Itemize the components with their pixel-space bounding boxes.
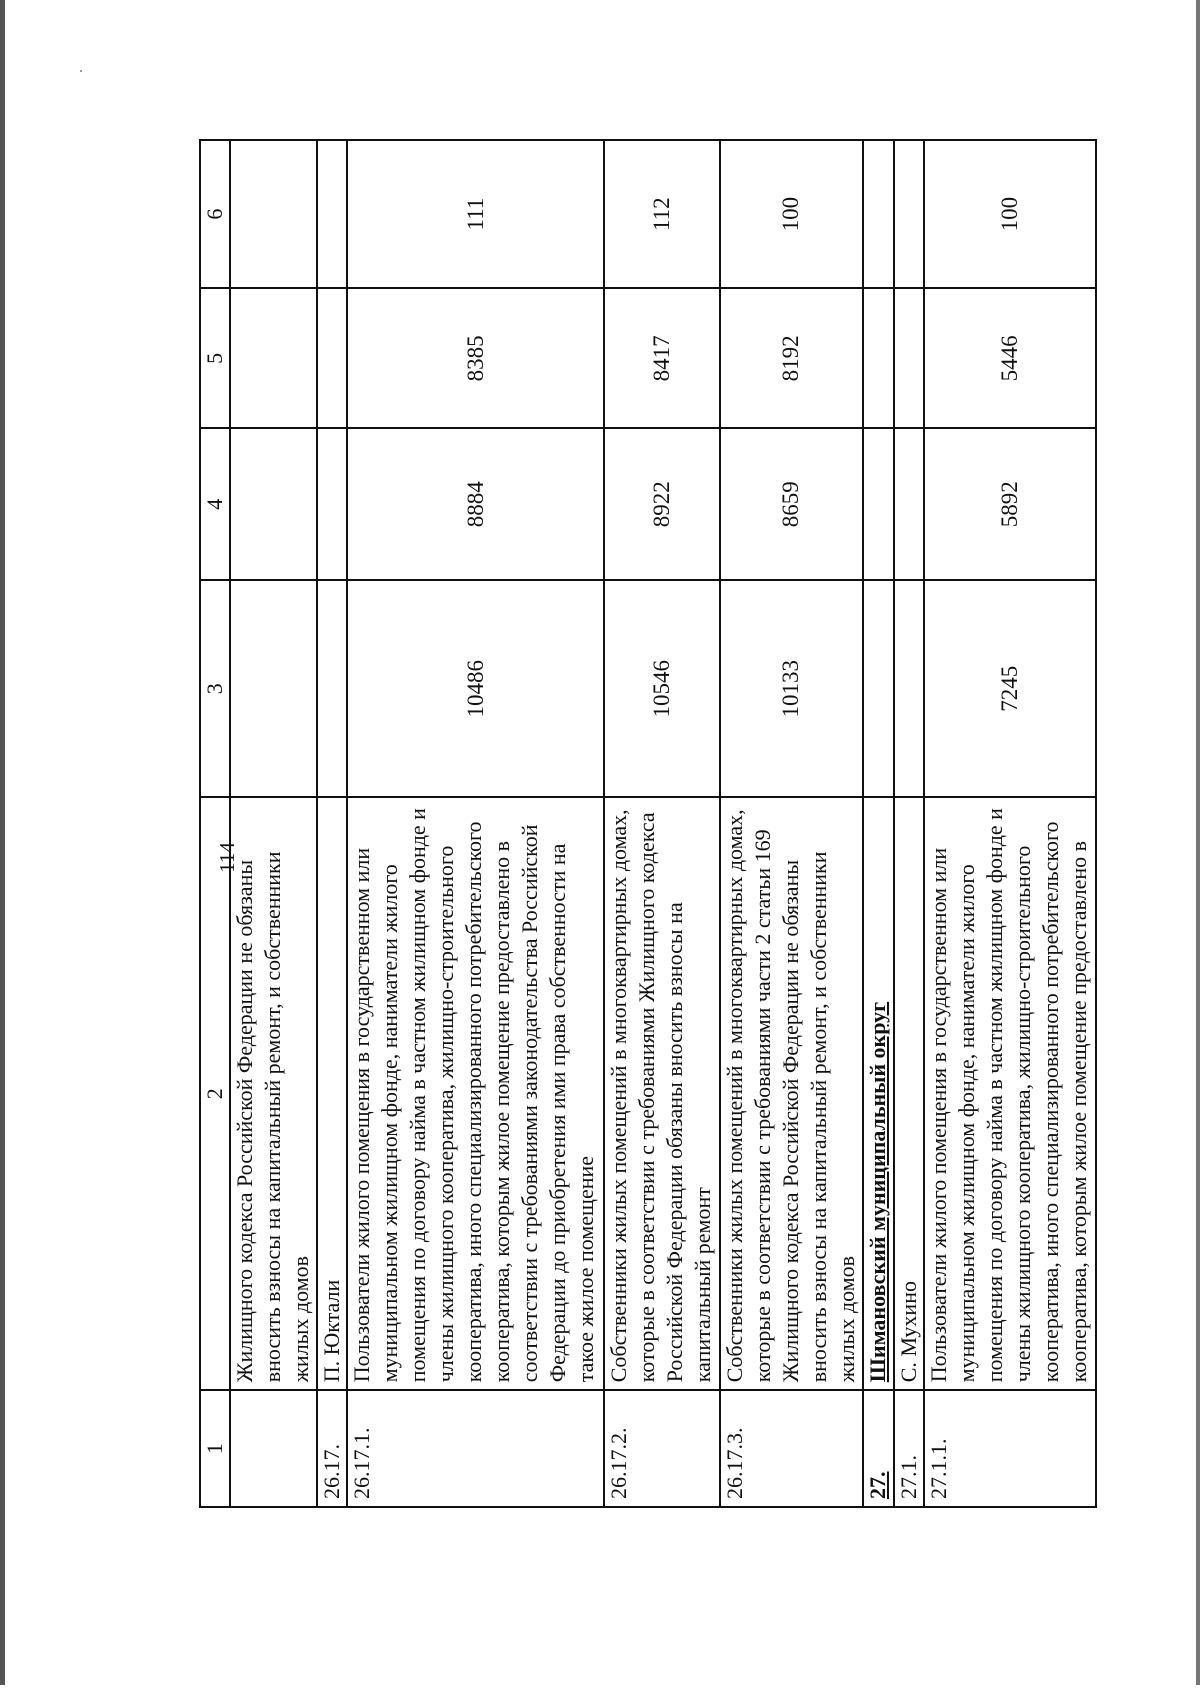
scan-speck: [80, 70, 82, 72]
row-text: Жилищного кодекса Российской Федерации не обязаны вносить взносы на капитальный ремонт, и собственники жилых домов: [230, 797, 317, 1390]
table-row: [924, 140, 1096, 1507]
row-code: [230, 1390, 317, 1507]
scan-edge-left: [0, 0, 5, 1685]
column-header: 5: [200, 288, 230, 428]
tariff-table: [199, 139, 1097, 1508]
row-value-5: 8192: [720, 288, 864, 428]
table-header-row: [200, 140, 230, 1507]
row-value-6: 111: [347, 140, 604, 288]
row-value-6: 100: [924, 140, 1096, 288]
row-value-5: [894, 288, 924, 428]
table-row: [230, 140, 317, 1507]
row-value-5: [863, 288, 893, 428]
table-row: [347, 140, 604, 1507]
row-value-6: [230, 140, 317, 288]
row-value-5: 8417: [604, 288, 719, 428]
row-value-3: 10486: [347, 580, 604, 797]
row-text: Собственники жилых помещений в многоквартирных домах, которые в соответствии с требованиями Жилищного кодекса Российской Федерации обязаны вносить взносы на капитальный ремонт: [604, 797, 719, 1390]
row-value-5: [317, 288, 347, 428]
row-code: 26.17.2.: [604, 1390, 719, 1507]
row-code: 27.1.1.: [924, 1390, 1096, 1507]
row-text: Собственники жилых помещений в многоквартирных домах, которые в соответствии с требованиями части 2 статьи 169 Жилищного кодекса Российской Федерации не обязаны вносить взносы на капитальный ремонт, и собственники жилых домов: [720, 797, 864, 1390]
row-text: С. Мухино: [894, 797, 924, 1390]
table-row: [894, 140, 924, 1507]
row-text: Пользователи жилого помещения в государственном или муниципальном жилищном фонде, наниматели жилого помещения по договору найма в частном жилищном фонде и члены жилищного кооператива, жилищно-строительного кооператива, иного специализированного потребительского кооператива, которым жилое помещение предоставлено в: [924, 797, 1096, 1390]
row-value-3: [894, 580, 924, 797]
row-value-5: [230, 288, 317, 428]
row-code: 26.17.3.: [720, 1390, 864, 1507]
table-row: [604, 140, 719, 1507]
row-value-3: 10546: [604, 580, 719, 797]
row-value-5: 8385: [347, 288, 604, 428]
row-value-3: [317, 580, 347, 797]
row-value-4: [317, 428, 347, 580]
row-value-6: 100: [720, 140, 864, 288]
row-value-4: 8659: [720, 428, 864, 580]
scan-edge-right: [1196, 0, 1200, 1685]
row-value-6: [317, 140, 347, 288]
row-code: 27.1.: [894, 1390, 924, 1507]
row-text: Шимановский муниципальный округ: [863, 797, 893, 1390]
row-value-4: [230, 428, 317, 580]
row-value-4: 5892: [924, 428, 1096, 580]
row-code: 26.17.: [317, 1390, 347, 1507]
row-code: 26.17.1.: [347, 1390, 604, 1507]
page-number: 114: [215, 842, 239, 873]
row-value-3: [863, 580, 893, 797]
column-header: 4: [200, 428, 230, 580]
row-value-3: 10133: [720, 580, 864, 797]
row-value-4: [863, 428, 893, 580]
table-row: [317, 140, 347, 1507]
row-code: 27.: [863, 1390, 893, 1507]
table-row: [720, 140, 864, 1507]
row-value-6: [894, 140, 924, 288]
row-value-3: 7245: [924, 580, 1096, 797]
column-header: 3: [200, 580, 230, 797]
table-row: [863, 140, 893, 1507]
row-value-5: 5446: [924, 288, 1096, 428]
row-text: Пользователи жилого помещения в государственном или муниципальном жилищном фонде, наниматели жилого помещения по договору найма в частном жилищном фонде и члены жилищного кооператива, жилищно-строительного кооператива, иного специализированного потребительского кооператива, которым жилое помещение предоставлено в соответствии с требованиями законодательства Российской Федерации до приобретения ими права собственности на такое жилое помещение: [347, 797, 604, 1390]
row-value-4: 8884: [347, 428, 604, 580]
column-header: 2: [200, 797, 230, 1390]
row-value-3: [230, 580, 317, 797]
row-value-6: 112: [604, 140, 719, 288]
row-value-4: [894, 428, 924, 580]
row-text: П. Юктали: [317, 797, 347, 1390]
rotated-table-sheet: [199, 139, 1097, 1508]
column-header: 1: [200, 1390, 230, 1507]
row-value-6: [863, 140, 893, 288]
row-value-4: 8922: [604, 428, 719, 580]
column-header: 6: [200, 140, 230, 288]
